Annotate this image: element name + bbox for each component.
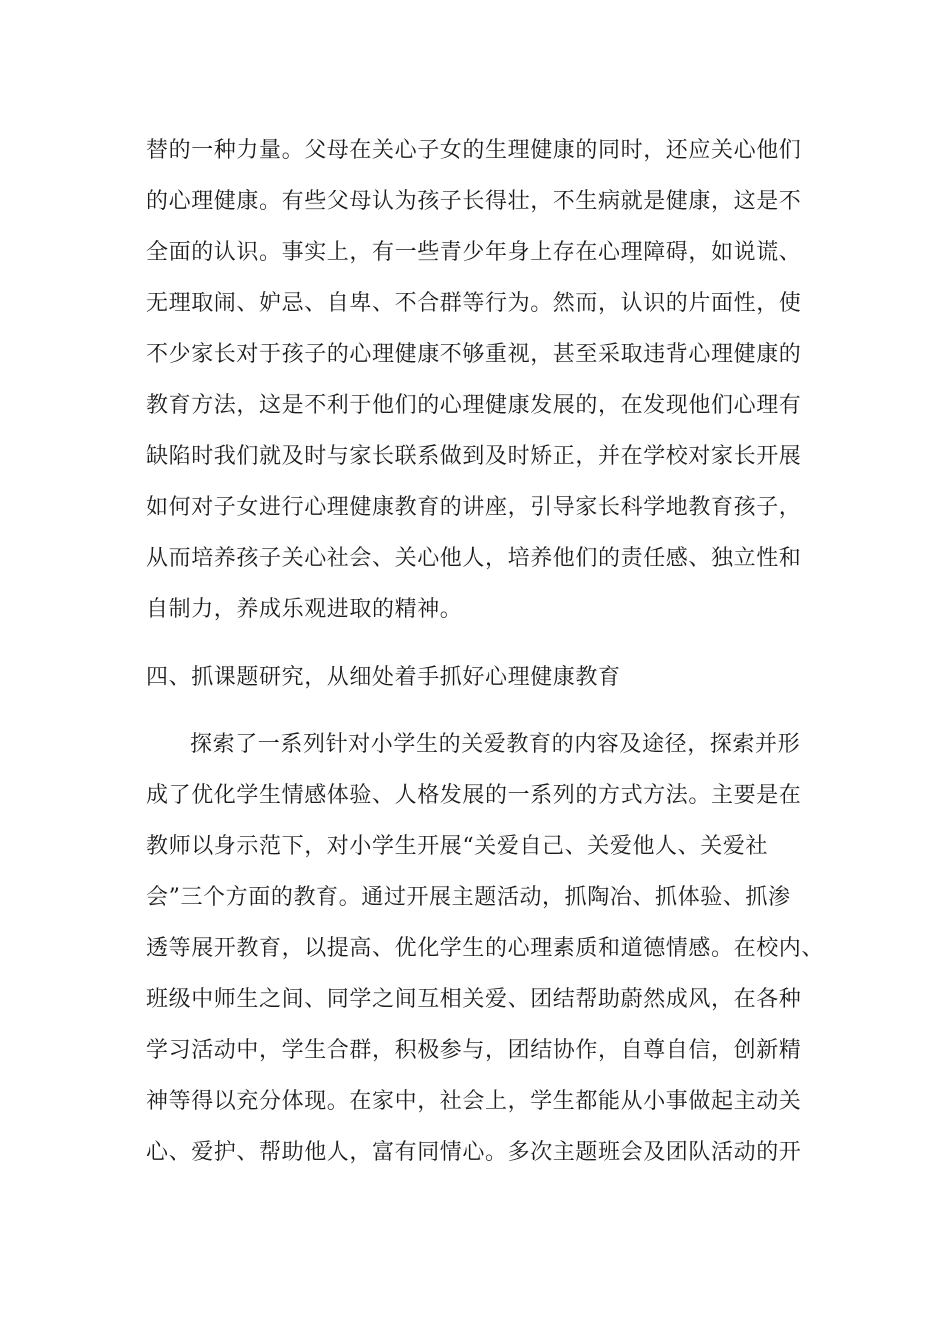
paragraph1-line-10: 自制力，养成乐观进取的精神。: [146, 597, 463, 622]
paragraph2-line-7: 学习活动中，学生合群，积极参与，团结协作，自尊自信，创新精: [146, 1038, 802, 1063]
paragraph2-line-5: 透等展开教育，以提高、优化学生的心理素质和道德情感。在校内、: [146, 936, 825, 961]
paragraph1-line-3: 全面的认识。事实上，有一些青少年身上存在心理障碍，如说谎、: [146, 240, 802, 265]
paragraph2-line-1: 探索了一系列针对小学生的关爱教育的内容及途径，探索并形: [190, 732, 801, 757]
paragraph2-line-6: 班级中师生之间、同学之间互相关爱、团结帮助蔚然成风，在各种: [146, 987, 802, 1012]
paragraph1-line-1: 替的一种力量。父母在关心子女的生理健康的同时，还应关心他们: [146, 138, 802, 163]
paragraph2-line-2: 成了优化学生情感体验、人格发展的一系列的方式方法。主要是在: [146, 783, 802, 808]
paragraph1-line-9: 从而培养孩子关心社会、关心他人，培养他们的责任感、独立性和: [146, 546, 802, 571]
paragraph2-line-8: 神等得以充分体现。在家中，社会上，学生都能从小事做起主动关: [146, 1089, 802, 1114]
paragraph2-line-3: 教师以身示范下，对小学生开展“关爱自己、关爱他人、关爱社: [146, 834, 769, 859]
paragraph1-line-5: 不少家长对于孩子的心理健康不够重视，甚至采取违背心理健康的: [146, 342, 802, 367]
paragraph2-line-4: 会”三个方面的教育。通过开展主题活动，抓陶冶、抓体验、抓渗: [146, 885, 791, 910]
paragraph1-line-4: 无理取闹、妒忌、自卑、不合群等行为。然而，认识的片面性，使: [146, 291, 802, 316]
paragraph1-line-2: 的心理健康。有些父母认为孩子长得壮，不生病就是健康，这是不: [146, 189, 802, 214]
paragraph1-line-6: 教育方法，这是不利于他们的心理健康发展的，在发现他们心理有: [146, 393, 802, 418]
paragraph1-line-7: 缺陷时我们就及时与家长联系做到及时矫正，并在学校对家长开展: [146, 444, 802, 469]
section-heading: 四、抓课题研究，从细处着手抓好心理健康教育: [146, 665, 621, 690]
paragraph1-line-8: 如何对子女进行心理健康教育的讲座，引导家长科学地教育孩子，: [146, 495, 802, 520]
paragraph2-line-9: 心、爱护、帮助他人，富有同情心。多次主题班会及团队活动的开: [146, 1140, 802, 1165]
